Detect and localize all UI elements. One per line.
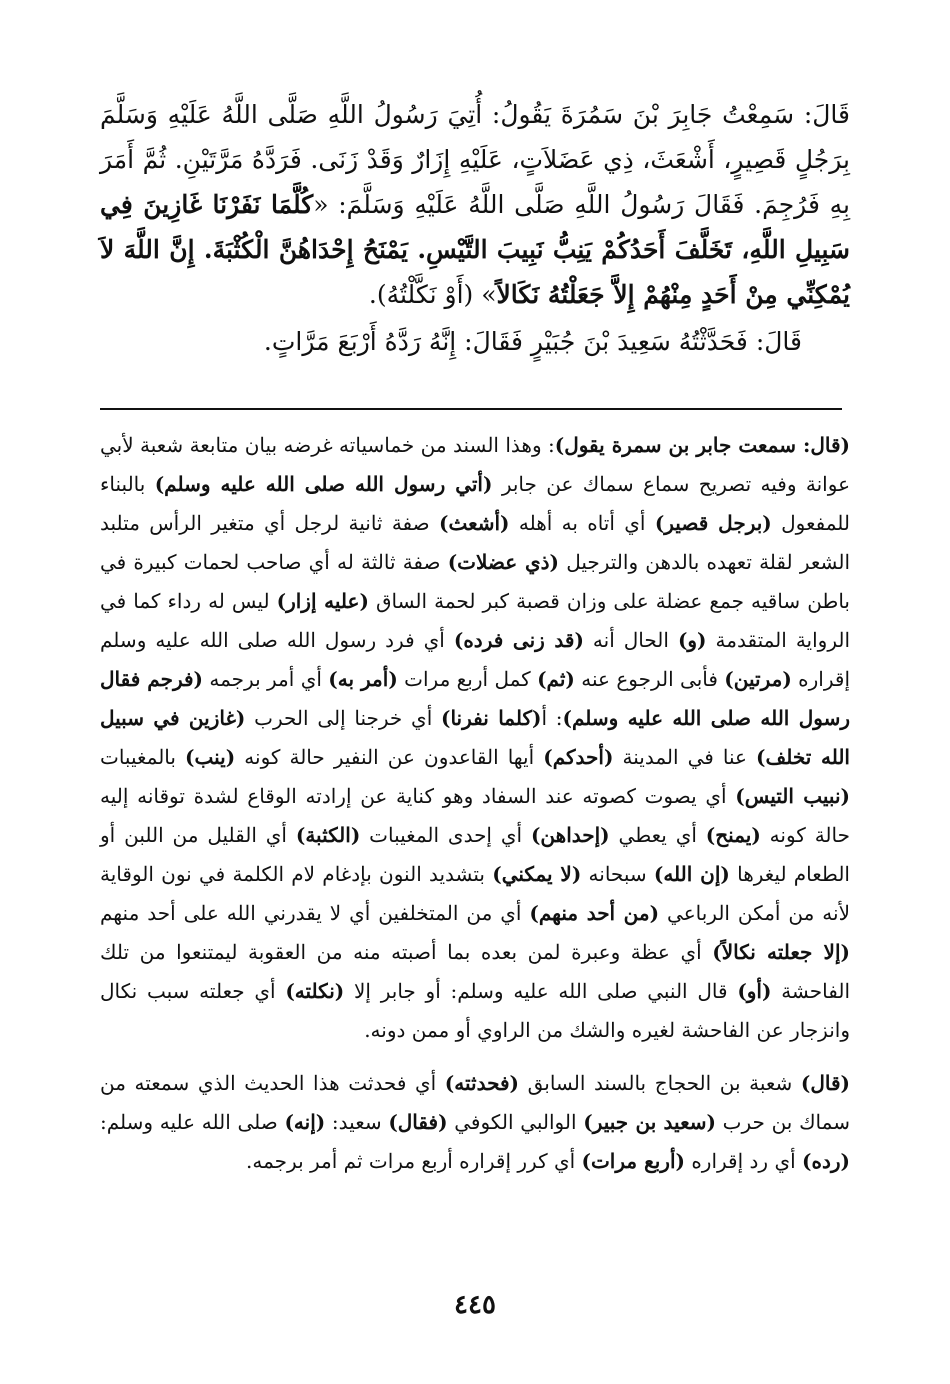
commentary-explanation: الوالبي الكوفي [447,1110,584,1134]
commentary-explanation: أيها القاعدون عن النفير حالة كونه [235,745,544,769]
commentary-explanation: : وهذا السند من خماسياته غرضه بيان متابعة شعبة لأبي عوانة وفيه تصريح سماع سماك عن جابر [100,433,851,496]
commentary-paragraph [100,426,850,1050]
hadith-second-paragraph: قَالَ: فَحَدَّثْتُهُ سَعِيدَ بْنَ جُبَيْرٍ فَقَالَ: إِنَّهُ رَدَّهُ أَرْبَعَ مَرَّاتٍ. [263,327,802,356]
commentary-quoted-term: (يمنح) [705,823,761,847]
commentary-quoted-term: (ثم) [537,667,575,691]
commentary-explanation: أي رد إقراره [684,1149,803,1173]
hadith-intro: قَالَ: سَمِعْتُ جَابِرَ بْنَ سَمُرَةَ يَقُولُ: أُتِيَ رَسُولُ اللَّهِ صَلَّى اللَّهُ عَلَيْهِ وَسَلَّمَ بِرَجُلٍ قَصِيرٍ، أَشْعَثَ، ذِي عَضَلاَتٍ، عَلَيْهِ إِزَارٌ وَقَدْ زَنَى. فَرَدَّهُ مَرَّتَيْنِ. ثُمَّ أَمَرَ بِهِ فَرُجِمَ. فَقَالَ رَسُولُ اللَّهِ صَلَّى اللَّهُ عَلَيْهِ وَسَلَّمَ: « [100,100,851,219]
commentary-quoted-term: (مرتين) [724,667,792,691]
commentary-quoted-term: (نكلته) [285,979,345,1003]
commentary-quoted-term: (غازين في سبيل الله تخلف) [100,706,850,769]
commentary-explanation: قال النبي صلى الله عليه وسلم: أو جابر إلا [344,979,738,1003]
commentary-explanation: أي يصوت كصوته عند السفاد وهو كناية عن إرادته الوقاع لشدة توقانه إليه حالة كونه [100,784,850,847]
commentary-quoted-term: (و) [677,628,707,652]
commentary-explanation: أي إحدى المغيبات [360,823,531,847]
commentary-explanation: صفة ثانية لرجل أي متغير الرأس متلبد الشعر لقلة تعهده بالدهن والترجيل [100,511,850,574]
commentary-quoted-term: (أربع مرات) [581,1149,685,1173]
commentary-explanation: أي أمر برجمه [203,667,329,691]
commentary-explanation: أي جعلته سبب نكال وانزجار عن الفاحشة لغيره والشك من الراوي أو ممن دونه. [100,979,850,1042]
commentary-explanation: عنا في المدينة [613,745,757,769]
commentary-quoted-term: (ذي عضلات) [447,550,560,574]
commentary-explanation: أي فحدثت هذا الحديث الذي سمعته من سماك بن حرب [100,1071,850,1134]
commentary-quoted-term: (كلما نفرنا) [441,706,542,730]
commentary-quoted-term: (رده) [802,1149,850,1173]
commentary-explanation: الحال أنه [583,628,678,652]
commentary-quoted-term: (أتي رسول الله صلى الله عليه وسلم) [154,472,493,496]
commentary-explanation: أي القليل من اللبن أو الطعام ليغرها [100,823,850,886]
commentary-quoted-term: (نبيب التيس) [735,784,850,808]
commentary-explanation: سبحانه [581,862,654,886]
hadith-paragraph [100,92,850,317]
commentary-quoted-term: (لا يمكني) [492,862,582,886]
commentary-quoted-term: (من أحد منهم) [529,901,660,925]
commentary-explanation: بالبناء للمفعول [100,472,851,535]
commentary-explanation: أي من المتخلفين أي لا يقدرني الله على أحد منهم [100,901,530,925]
commentary-explanation: بتشديد النون بإدغام لام الكلمة في نون الوقاية لأنه من أمكن الرباعي [100,862,850,925]
commentary-quoted-term: (إحداهن) [530,823,610,847]
commentary-explanation: صلى الله عليه وسلم: [100,1110,285,1134]
commentary-quoted-term: (قد زنى فرده) [453,628,584,652]
commentary-quoted-term: (قال) [800,1071,850,1095]
commentary-explanation: فأبى الرجوع عنه [574,667,725,691]
commentary-explanation: أي فرد رسول الله صلى الله عليه وسلم إقراره [100,628,851,691]
commentary-explanation: أي عظة وعبرة لمن بعده بما أصبته منه من العقوبة ليمتنعوا من تلك الفاحشة [100,940,851,1003]
page-number: ٤٤٥ [454,1290,496,1320]
commentary-quoted-term: (فحدثته) [444,1071,519,1095]
commentary-quoted-term: (برجل قصير) [654,511,772,535]
hadith-text [100,92,850,364]
commentary-quoted-term: (فقال) [388,1110,448,1134]
commentary-text [100,426,850,1181]
commentary-quoted-term: (إلا جعلته نكالاً) [712,940,850,964]
commentary-quoted-term: (أو) [737,979,772,1003]
commentary-quoted-term: (أشعث) [438,511,510,535]
commentary-explanation: أي أتاه به أهله [509,511,655,535]
commentary-explanation: بالمغيبات [100,745,186,769]
commentary-explanation: أي يعطي [609,823,706,847]
commentary-explanation: شعبة بن الحجاج بالسند السابق [519,1071,801,1095]
commentary-quoted-term: (أمر به) [328,667,398,691]
hadith-ending: » (أَوْ نَكَّلْتُهُ). [368,280,497,309]
commentary-quoted-term: (فرجم فقال رسول الله صلى الله عليه وسلم) [100,667,850,730]
commentary-explanation: : أ [541,706,563,730]
commentary-explanation: صفة ثالثة له أي صاحب لحمات كبيرة في باطن ساقيه جمع عضلة على وزان قصبة كبر لحمة الساق [100,550,850,613]
commentary-quoted-term: (الكثبة) [295,823,361,847]
commentary-explanation: سعيد: [325,1110,389,1134]
commentary-quoted-term: (إنه) [284,1110,326,1134]
separator-rule [100,408,842,410]
commentary-explanation: ليس له رداء كما في الرواية المتقدمة [100,589,851,652]
commentary-quoted-term: (قال: سمعت جابر بن سمرة يقول) [554,433,850,457]
commentary-explanation: أي خرجنا إلى الحرب [245,706,441,730]
commentary-explanation: كمل أربع مرات [397,667,538,691]
commentary-paragraph [100,1064,850,1181]
hadith-quote: كُلَّمَا نَفَرْنَا غَازِينَ فِي سَبِيلِ اللَّهِ، تَخَلَّفَ أَحَدُكُمْ يَنِبُّ نَبِيبَ التَّيْسِ. يَمْنَحُ إِحْدَاهُنَّ الْكُثْبَةَ. إِنَّ اللَّهَ لاَ يُمْكِنِّي مِنْ أَحَدٍ مِنْهُمْ إِلاَّ جَعَلْتُهُ نَكَالاً [100,190,850,309]
commentary-quoted-term: (عليه إزار) [276,589,369,613]
commentary-quoted-term: (إن الله) [653,862,730,886]
commentary-quoted-term: (أحدكم) [543,745,614,769]
commentary-quoted-term: (سعيد بن جبير) [583,1110,716,1134]
commentary-quoted-term: (ينب) [185,745,236,769]
commentary-explanation: أي كرر إقراره أربع مرات ثم أمر برجمه. [246,1149,582,1173]
